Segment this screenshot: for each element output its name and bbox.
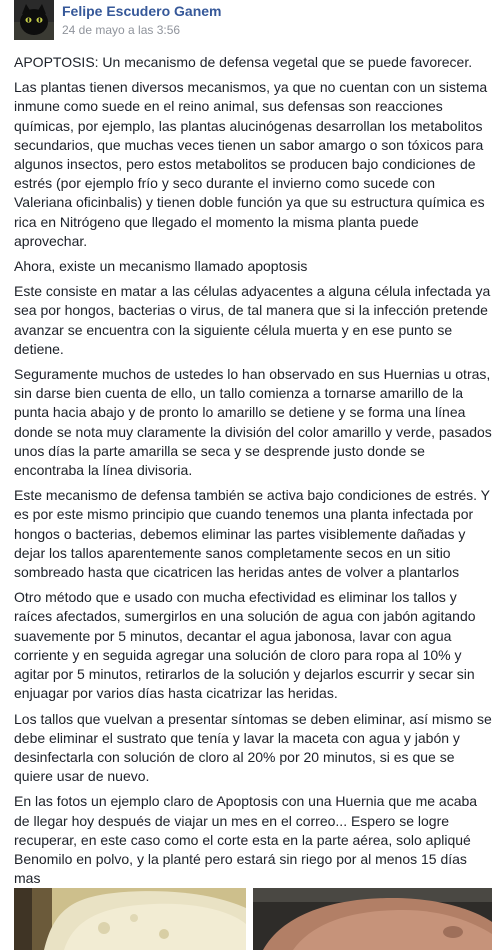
post-paragraph: Las plantas tienen diversos mecanismos, ya que no cuentan con un sistema inmune como suede en el reino animal, sus defensas son reacciones químicas, por ejemplo, las plantas alucinógenas desarrollan los metabolitos secundarios, que muchas veces tienen un sabor amargo o son tóxicos para algunos insectos, pero estos metabolitos se producen bajo condiciones de estrés (por ejemplo frío y seco durante el invierno como sucede con Valeriana oficinbalis) y tienen doble función ya que su estructura química es rica en Nitrógeno que llegado el momento la misma planta puede aprovechar. bbox=[14, 79, 488, 249]
post-photos bbox=[14, 888, 492, 950]
hand-photo-image bbox=[253, 888, 492, 950]
post-paragraph: Otro método que e usado con mucha efectividad es eliminar los tallos y raíces afectados, sumergirlos en una solución de agua con jabón agitando suavemente por 5 minutos, decantar el agua jabonosa, lavar con agua corriente y en seguida agregar una solución de cloro para ropa al 10% y agitar por 5 minutos, retirarlos de la solución y dejarlos escurrir y secar sin enjuagar por varios días hasta cicatrizar las heridas. bbox=[14, 589, 476, 702]
post-photo-plant-stem[interactable] bbox=[14, 888, 246, 950]
black-cat-avatar-image bbox=[14, 0, 54, 40]
avatar[interactable] bbox=[14, 0, 54, 40]
post-paragraph: Este consiste en matar a las células adyacentes a alguna célula infectada ya sea por hongos, bacterias o virus, de tal manera que si la infección pretende avanzar se encuentra con la siguiente célula muerta y en ese punto se detiene. bbox=[14, 283, 491, 357]
post-body bbox=[14, 53, 492, 894]
post-photo-hand-holding-plant[interactable] bbox=[253, 888, 492, 950]
author-name-link[interactable]: Felipe Escudero Ganem bbox=[62, 3, 222, 19]
post-paragraph: Ahora, existe un mecanismo llamado apoptosis bbox=[14, 258, 308, 275]
post-paragraph: Los tallos que vuelvan a presentar síntomas se deben eliminar, así mismo se debe eliminar el sustrato que tenía y lavar la maceta con agua y jabón y desinfectarla con solución de cloro al 20% por 20 minutos, si es que se quiere usar de nuevo. bbox=[14, 710, 492, 785]
post-paragraph: APOPTOSIS: Un mecanismo de defensa vegetal que se puede favorecer. bbox=[14, 54, 473, 70]
post-paragraph: Seguramente muchos de ustedes lo han observado en sus Huernias u otras, sin darse bien cuenta de ello, un tallo comienza a tornarse amarillo de la punta hacia abajo y de pronto lo amarillo se detiene y se forma una línea donde se nota muy claramente la división del color amarillo y verde, pasados unos días la parte amarilla se seca y se desprende justo donde se encontraba la línea divisoria. bbox=[14, 366, 492, 479]
plant-photo-image bbox=[14, 888, 246, 950]
post-header bbox=[12, 0, 492, 44]
post-paragraph: En las fotos un ejemplo claro de Apoptosis con una Huernia que me acaba de llegar hoy después de viajar un mes en el correo... Espero se logre recuperar, en este caso como el corte esta en la parte aérea, solo apliqué Benomilo en polvo, y la planté pero estará sin riego por al menos 15 días mas bbox=[14, 793, 478, 887]
post-timestamp-link[interactable]: 24 de mayo a las 3:56 bbox=[62, 23, 181, 37]
post-paragraph: Este mecanismo de defensa también se activa bajo condiciones de estrés. Y es por este mismo principio que cuando tenemos una planta infectada por hongos o bacterias, debemos eliminar las partes visiblemente dañadas y dejar los tallos aparentemente sanos completamente secos en un sitio sombreado hasta que cicatricen las heridas antes de volver a plantarlos bbox=[14, 487, 490, 581]
